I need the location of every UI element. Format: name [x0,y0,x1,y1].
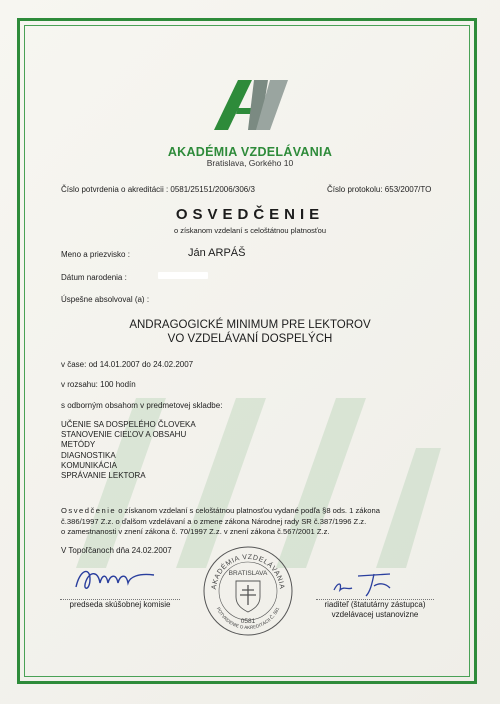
stamp-city: BRATISLAVA [228,570,268,577]
director-caption-line-2: vzdelávacej ustanovizne [331,610,419,619]
topic-item: DIAGNOSTIKA [61,450,116,460]
course-title-line-1: ANDRAGOGICKÉ MINIMUM PRE LEKTOROV [129,319,371,331]
course-content-intro: s odborným obsahom v predmetovej skladbe: [61,401,223,410]
stamp-bottom-text: POTVRDENIE O AKREDITÁCII Č. 581 [215,606,281,631]
stamp-top-text: AKADÉMIA VZDELÁVANIA [210,553,286,590]
topic-item: SPRÁVANIE LEKTORA [61,471,146,481]
legal-statement [61,506,380,538]
redacted-birth-date [158,272,208,279]
name-value: Ján ARPÁŠ [188,247,246,259]
organization-name: AKADÉMIA VZDELÁVANIA [167,145,333,159]
chairman-signature [72,565,158,595]
director-signature [330,568,400,598]
director-caption-line-1: riaditeľ (štatutárny zástupca) [324,600,426,609]
completed-label: Úspešne absolvoval (a) : [61,295,150,304]
official-stamp-icon [202,545,294,637]
protocol-number: Číslo protokolu: 653/2007/TO [327,185,432,194]
topic-item: STANOVENIE CIEĽOV A OBSAHU [61,430,187,440]
legal-line-2: č.386/1997 Z.z. o ďalšom vzdelávaní a o zmene zákona Národnej rady SR č.387/1996 Z.z. [61,516,367,526]
course-time: v čase: od 14.01.2007 do 24.02.2007 [61,360,194,369]
legal-line-1 [61,506,380,517]
course-title [0,318,500,346]
legal-line-1-rest: o získanom vzdelaní s celoštátnou platnosťou vydané podľa §8 ods. 1 zákona [116,506,380,515]
document-title: OSVEDČENIE [175,206,325,223]
topic-item: METÓDY [61,440,96,450]
course-title-line-2: VO VZDELÁVANÍ DOSPELÝCH [167,333,333,345]
topic-list [61,420,196,481]
place-date: V Topoľčanoch dňa 24.02.2007 [61,546,172,555]
academy-logo-icon [208,78,294,132]
birth-date-label: Dátum narodenia : [61,273,127,282]
chairman-caption: predseda skúšobnej komisie [69,600,171,609]
organization-address: Bratislava, Gorkého 10 [206,158,294,168]
accreditation-number: Číslo potvrdenia o akreditácii : 0581/25151/2006/306/3 [61,185,255,194]
name-label: Meno a priezvisko : [61,250,130,259]
topic-item: KOMUNIKÁCIA [61,460,118,470]
stamp-number: 0581 [240,618,256,625]
legal-line-3: o zamestnanosti v znení zákona č. 70/1997 Z.z. v znení zákona č.567/2001 Z.z. [61,527,330,536]
legal-lead: Osvedčenie [61,506,117,515]
document-subtitle: o získanom vzdelaní s celoštátnou platnosťou [173,226,327,235]
topic-item: UČENIE SA DOSPELÉHO ČLOVEKA [61,420,196,429]
course-scope: v rozsahu: 100 hodín [61,380,136,389]
